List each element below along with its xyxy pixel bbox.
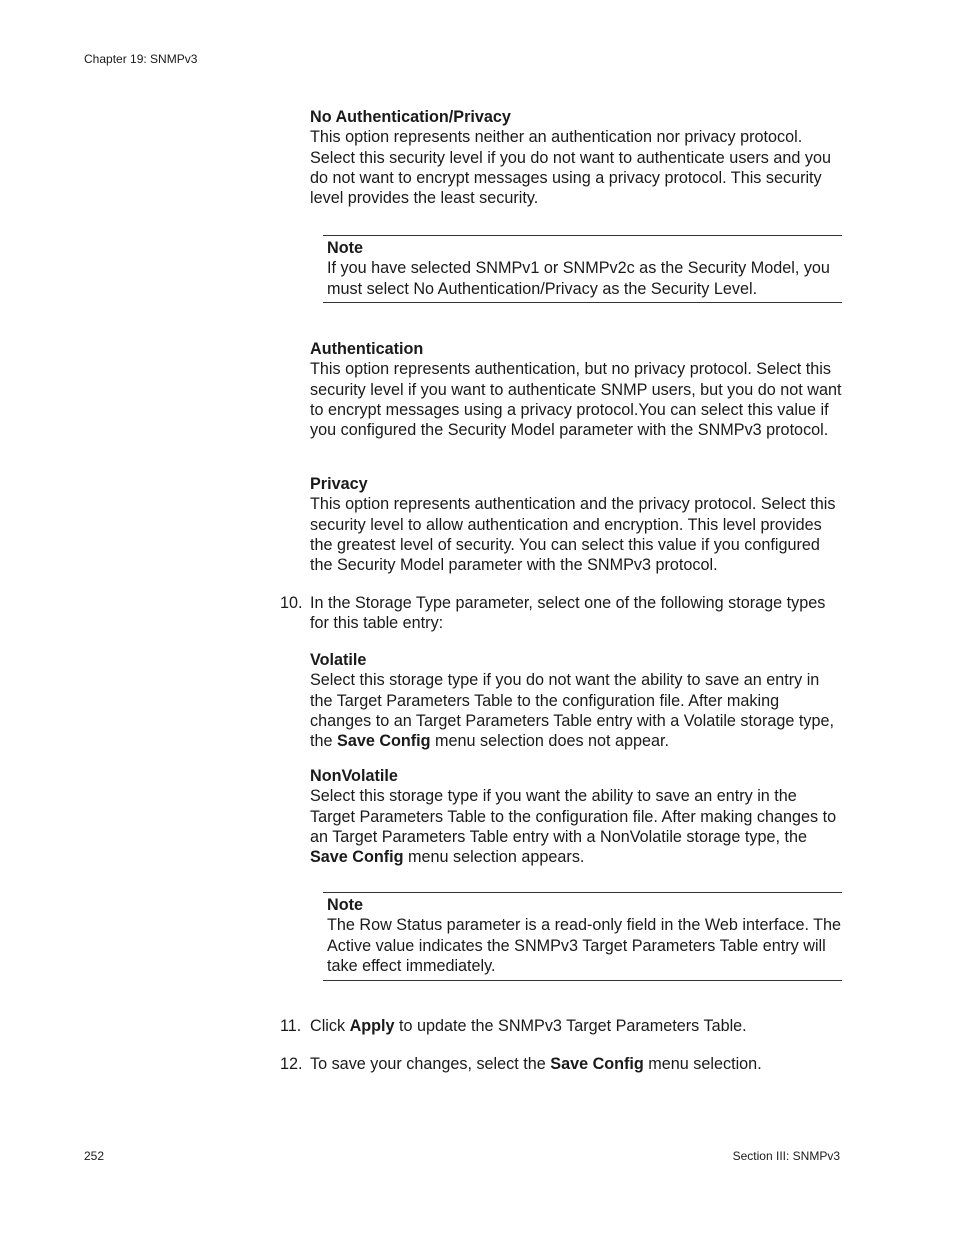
privacy-heading: Privacy xyxy=(310,475,368,493)
running-header: Chapter 19: SNMPv3 xyxy=(84,52,198,66)
step-text: In the Storage Type parameter, select one of the following storage types for this table entry: xyxy=(310,594,826,633)
step-10 xyxy=(280,593,842,634)
step-number: 12. xyxy=(280,1055,303,1073)
step-number: 11. xyxy=(280,1017,302,1035)
step-text: To save your changes, select the Save Config menu selection. xyxy=(310,1055,762,1073)
no-auth-heading: No Authentication/Privacy xyxy=(310,108,511,126)
note-box-row-status xyxy=(323,892,842,981)
privacy-section xyxy=(310,474,842,575)
authentication-heading: Authentication xyxy=(310,340,424,358)
page-number: 252 xyxy=(84,1149,105,1163)
no-auth-section xyxy=(310,107,842,208)
step-number: 10. xyxy=(280,594,303,612)
privacy-body: This option represents authentication and the privacy protocol. Select this security level to allow authentication and encryption. This level provides the greatest level of security. You can select this value if you configured the Security Model parameter with the SNMPv3 protocol. xyxy=(310,495,836,575)
nonvolatile-heading: NonVolatile xyxy=(310,767,398,785)
step-text: Click Apply to update the SNMPv3 Target Parameters Table. xyxy=(310,1017,747,1035)
note-heading: Note xyxy=(327,239,363,257)
volatile-body: Select this storage type if you do not want the ability to save an entry in the Target Parameters Table to the configuration file. After making changes to an Target Parameters Table entry with a Volatile storage type, the Save Config menu selection does not appear. xyxy=(310,671,835,751)
no-auth-body: This option represents neither an authentication nor privacy protocol. Select this security level if you do not want to authenticate users and you do not want to encrypt messages using a privacy protocol. This security level provides the least security. xyxy=(310,128,831,208)
step-12 xyxy=(280,1054,842,1074)
step-11 xyxy=(280,1016,842,1036)
nonvolatile-section xyxy=(310,766,842,867)
running-footer-section: Section III: SNMPv3 xyxy=(732,1149,840,1163)
note-body: If you have selected SNMPv1 or SNMPv2c as the Security Model, you must select No Authentication/Privacy as the Security Level. xyxy=(327,259,830,298)
authentication-section xyxy=(310,339,842,440)
authentication-body: This option represents authentication, but no privacy protocol. Select this security level if you want to authenticate SNMP users, but you do not want to encrypt messages using a privacy protocol.You can select this value if you configured the Security Model parameter with the SNMPv3 protocol. xyxy=(310,360,842,440)
volatile-heading: Volatile xyxy=(310,651,367,669)
nonvolatile-body: Select this storage type if you want the ability to save an entry in the Target Parameters Table to the configuration file. After making changes to an Target Parameters Table entry with a NonVolatile storage type, the Save Config menu selection appears. xyxy=(310,787,837,867)
note-body: The Row Status parameter is a read-only field in the Web interface. The Active value indicates the SNMPv3 Target Parameters Table entry will take effect immediately. xyxy=(327,916,842,975)
note-box-security-model xyxy=(323,235,842,303)
volatile-section xyxy=(310,650,842,751)
note-heading: Note xyxy=(327,896,363,914)
